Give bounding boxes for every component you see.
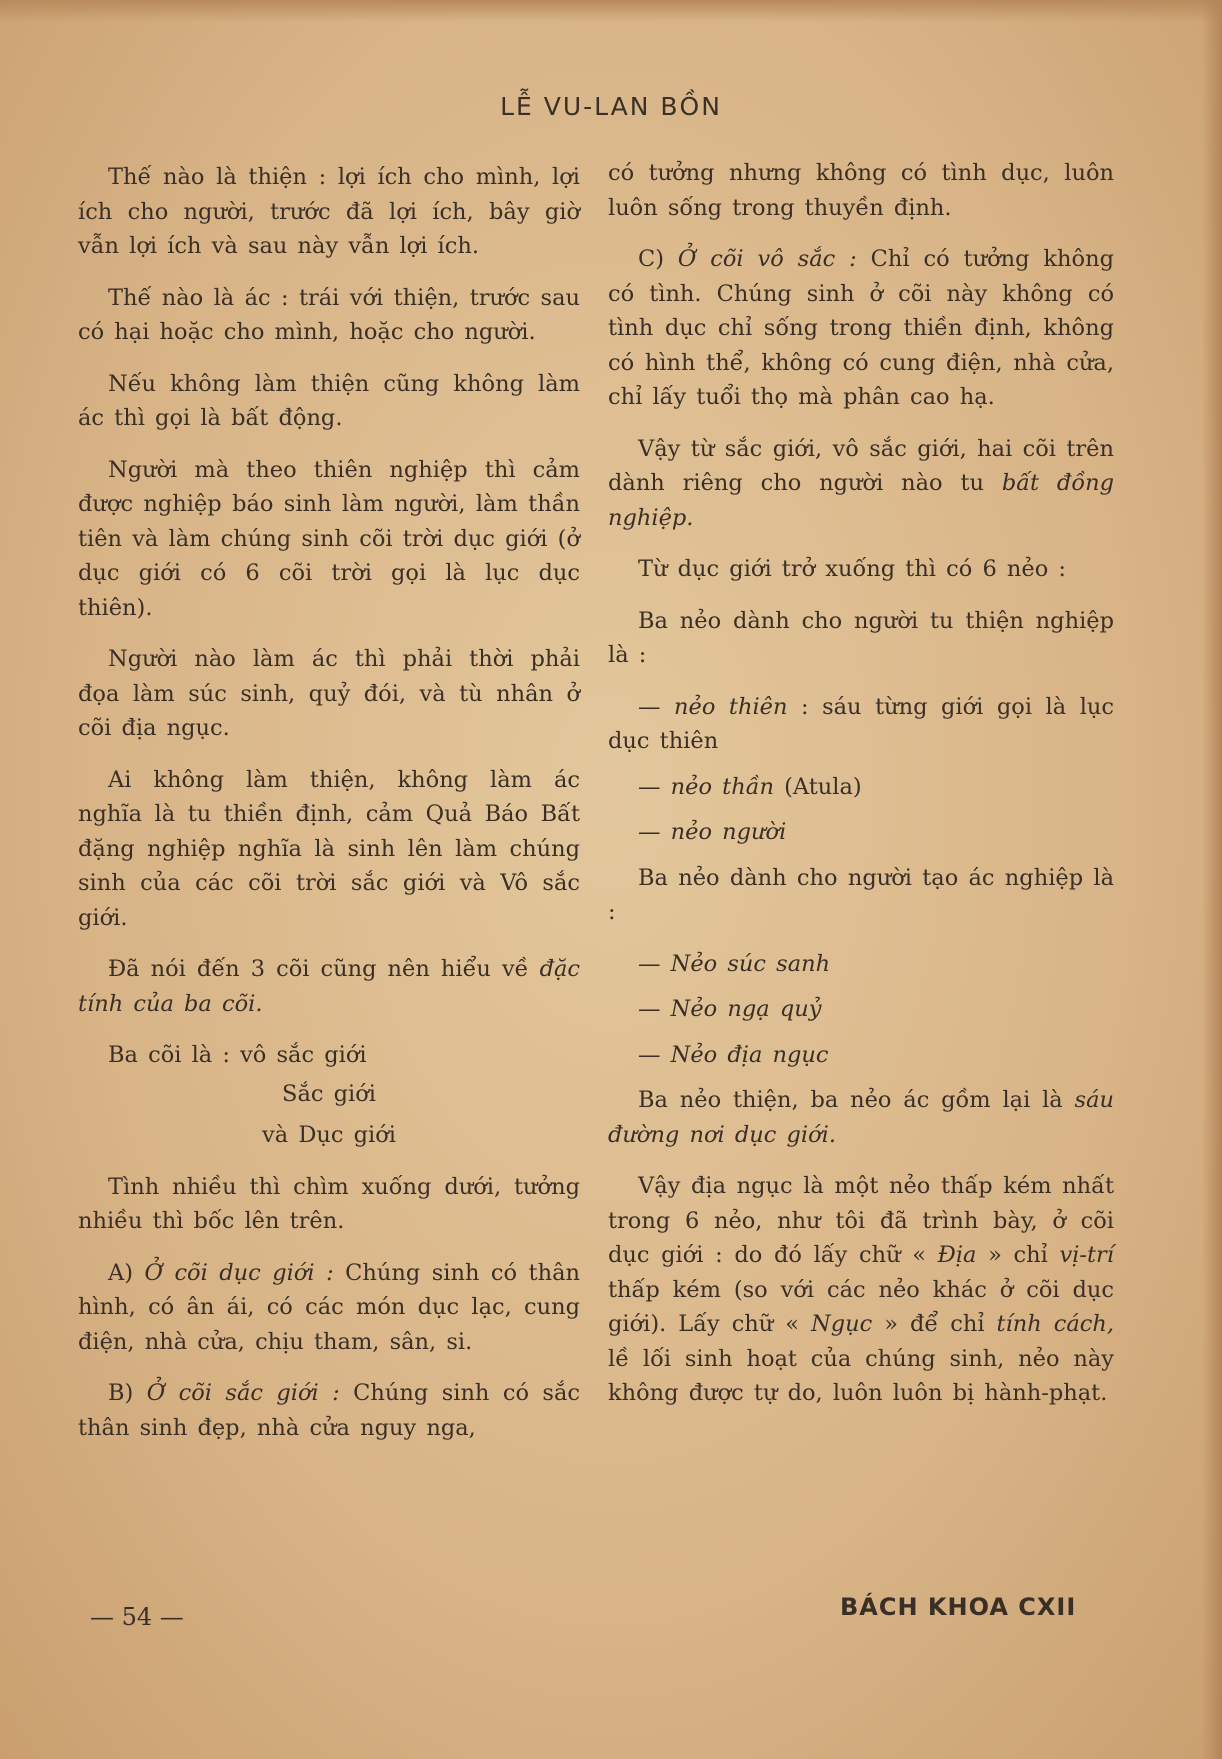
paragraph-text: Đã nói đến 3 cõi cũng nên hiểu về [108, 956, 540, 982]
paragraph [608, 1083, 1114, 1152]
publication-name: BÁCH KHOA CXII [840, 1593, 1077, 1621]
list-item [608, 690, 1114, 759]
running-title: LỄ VU-LAN BỒN [500, 92, 722, 121]
paragraph-text: Chỉ có tưởng không có tình. Chúng sinh ở cõi này không có tình dục chỉ sống trong thiền định, không có hình thể, không có cung điện, nhà cửa, chỉ lấy tuổi thọ mà phân cao hạ. [608, 246, 1114, 410]
left-column [78, 160, 580, 1462]
page-edge-shadow [0, 0, 1222, 22]
list-item: — Nẻo súc sanh [638, 950, 831, 977]
paragraph: Thế nào là ác : trái với thiện, trước sau có hại hoặc cho mình, hoặc cho người. [78, 284, 580, 345]
paragraph-text: Vậy địa ngục là một nẻo thấp kém nhất trong 6 nẻo, như tôi đã trình bày, ở cõi dục giới : do đó lấy chữ « [608, 1173, 1114, 1268]
paragraph: Nếu không làm thiện cũng không làm ác thì gọi là bất động. [78, 370, 580, 431]
paragraph-text: Chúng sinh có sắc thân sinh đẹp, nhà cửa nguy nga, [78, 1380, 580, 1441]
paragraph: Ai không làm thiện, không làm ác nghĩa là tu thiền định, cảm Quả Báo Bất đặng nghiệp nghĩa là sinh lên làm chúng sinh của các cõi trời sắc giới và Vô sắc giới. [78, 766, 580, 931]
paragraph-text: lề lối sinh hoạt của chúng sinh, nẻo này không được tự do, luôn luôn bị hành-phạt. [608, 1345, 1114, 1406]
paragraph: Ba nẻo dành cho người tu thiện nghiệp là : [608, 607, 1114, 668]
paragraph: Người mà theo thiên nghiệp thì cảm được nghiệp báo sinh làm người, làm thần tiên và làm chúng sinh cõi trời dục giới (ở dục giới có 6 cõi trời gọi là lục dục thiên). [78, 456, 580, 621]
paragraph-text: » chỉ [976, 1242, 1060, 1268]
paragraph-text: thấp kém (so với các nẻo khác ở cõi dục giới). Lấy chữ « [608, 1276, 1114, 1337]
paragraph: có tưởng nhưng không có tình dục, luôn luôn sống trong thuyền định. [608, 160, 1114, 221]
paragraph-text: : sáu từng giới gọi là lục dục thiên [608, 693, 1114, 754]
paragraph: Tình nhiều thì chìm xuống dưới, tưởng nhiều thì bốc lên trên. [78, 1173, 580, 1234]
paragraph-text: Chúng sinh có thân hình, có ân ái, có các món dục lạc, cung điện, nhà cửa, chịu tham, sân, si. [78, 1259, 580, 1355]
paragraph [78, 952, 580, 1021]
list-item [608, 770, 1114, 805]
three-realms-line: Sắc giới [282, 1080, 376, 1107]
paragraph [608, 432, 1114, 536]
three-realms-line: Ba cõi là : vô sắc giới [108, 1042, 367, 1068]
italic-word: vị-trí [1059, 1242, 1114, 1268]
paragraph: Người nào làm ác thì phải thời phải đọa làm súc sinh, quỷ đói, và tù nhân ở cõi địa ngục. [78, 646, 580, 741]
paragraph-text: Ba nẻo thiện, ba nẻo ác gồm lại là [638, 1087, 1075, 1113]
page-number: — 54 — [90, 1603, 184, 1631]
italic-phrase: — nẻo thiên [638, 693, 788, 720]
italic-word: Địa [937, 1242, 977, 1268]
right-column [608, 156, 1114, 1428]
italic-word: tính cách, [996, 1311, 1114, 1337]
paragraph-text: Vậy từ sắc giới, vô sắc giới, hai cõi trên dành riêng cho người nào tu [608, 435, 1114, 496]
paragraph [78, 1376, 580, 1445]
italic-phrase: Ở cõi vô sắc : [677, 246, 857, 272]
paragraph-text: » để chỉ [872, 1311, 997, 1337]
paragraph [78, 1256, 580, 1360]
paragraph [608, 1169, 1114, 1411]
italic-word: Ngục [811, 1311, 873, 1337]
italic-phrase: bất đồng nghiệp. [608, 470, 1114, 531]
section-label: C) [638, 246, 678, 272]
section-label: A) [108, 1259, 145, 1286]
italic-phrase: — nẻo thần [638, 773, 774, 800]
list-item [608, 815, 1114, 850]
paragraph [608, 242, 1114, 415]
page-edge-shadow [1202, 0, 1222, 1759]
list-item: — Nẻo địa ngục [638, 1041, 829, 1068]
paragraph-text: (Atula) [773, 773, 862, 800]
italic-phrase: Ở cõi sắc giới : [146, 1380, 340, 1406]
paragraph: Ba nẻo dành cho người tạo ác nghiệp là : [608, 864, 1114, 925]
italic-phrase: đặc tính của ba cõi. [78, 956, 580, 1017]
three-realms-line: và Dục giới [262, 1122, 396, 1148]
italic-phrase: sáu đường nơi dục giới. [608, 1087, 1114, 1148]
paragraph: Thế nào là thiện : lợi ích cho mình, lợi ích cho người, trước đã lợi ích, bây giờ vẫn lợi ích và sau này vẫn lợi ích. [78, 164, 580, 259]
paragraph: Từ dục giới trở xuống thì có 6 nẻo : [638, 556, 1067, 582]
section-label: B) [108, 1380, 147, 1406]
list-item: — Nẻo ngạ quỷ [638, 996, 822, 1022]
italic-phrase: — nẻo người [638, 819, 787, 845]
italic-phrase: Ở cõi dục giới : [144, 1259, 334, 1286]
